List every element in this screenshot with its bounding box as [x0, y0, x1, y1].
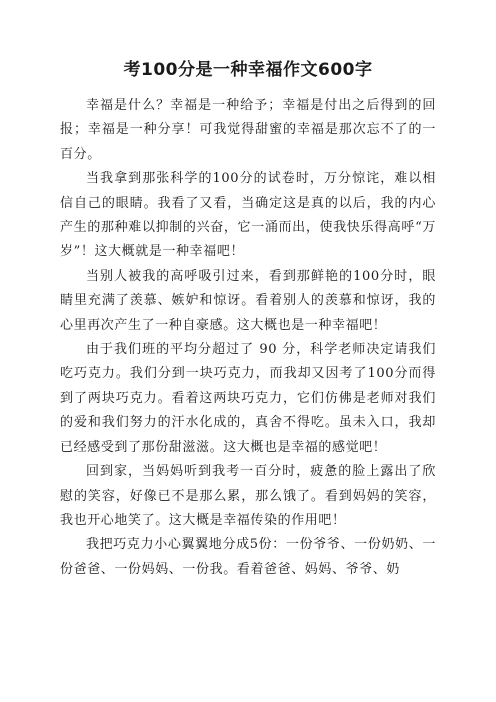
paragraph-4: 由于我们班的平均分超过了 90 分，科学老师决定请我们吃巧克力。我们分到一块巧克力，而我却又因考了100分而得到了两块巧克力。看着这两块巧克力，它们仿佛是老师对我们的爱和我们努力的汗水化成的，真舍不得吃。虽未入口，我却已经感受到了那份甜滋滋。这大概也是幸福的感觉吧！ — [60, 342, 436, 455]
paragraph-1: 幸福是什么？幸福是一种给予；幸福是付出之后得到的回报；幸福是一种分享！可我觉得甜蜜的幸福是那次忘不了的一百分。 — [60, 98, 436, 162]
paragraph-3: 当别人被我的高呼吸引过来，看到那鲜艳的100分时，眼睛里充满了羡慕、嫉妒和惊讶。看着别人的羡慕和惊讶，我的心里再次产生了一种自豪感。这大概也是一种幸福吧！ — [60, 268, 436, 333]
document-page — [60, 58, 436, 582]
document-title: 考100分是一种幸福作文600字 — [123, 60, 373, 80]
paragraph-6: 我把巧克力小心翼翼地分成5份：一份爷爷、一份奶奶、一份爸爸、一份妈妈、一份我。看着爸爸、妈妈、爷爷、奶 — [60, 537, 436, 577]
paragraph-5: 回到家，当妈妈听到我考一百分时，疲惫的脸上露出了欣慰的笑容，好像已不是那么累，那么饿了。看到妈妈的笑容，我也开心地笑了。这大概是幸福传染的作用吧！ — [60, 464, 436, 528]
paragraph-2: 当我拿到那张科学的100分的试卷时，万分惊诧，难以相信自己的眼睛。我看了又看，当确定这是真的以后，我的内心产生的那种难以抑制的兴奋，它一涌而出，使我快乐得高呼“万岁”！这大概就是一种幸福吧！ — [60, 171, 436, 260]
